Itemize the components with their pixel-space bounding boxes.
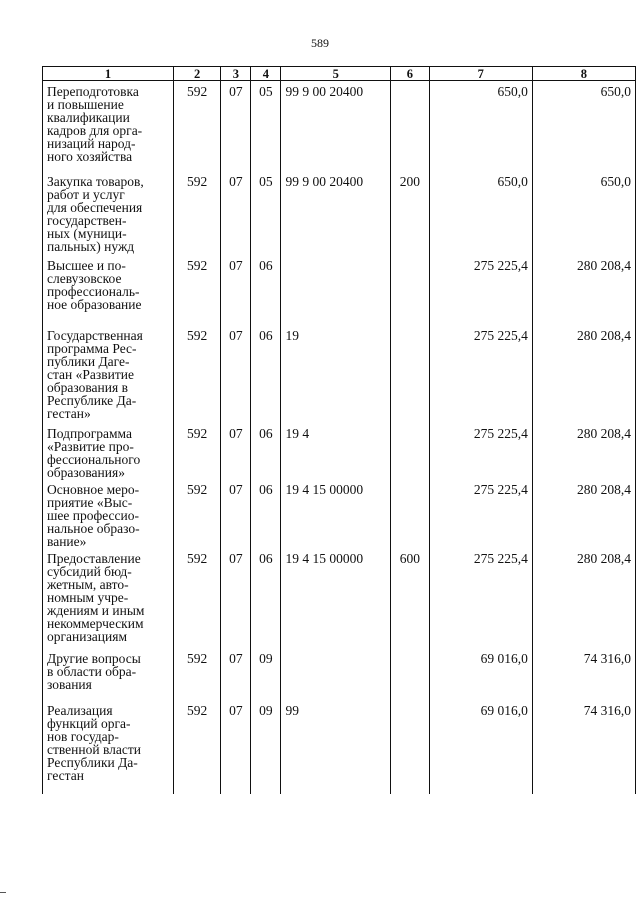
amount-year-1: 275 225,4 bbox=[429, 325, 532, 423]
amount-year-2: 280 208,4 bbox=[532, 423, 635, 479]
target-article-code bbox=[281, 648, 391, 700]
ministry-code: 592 bbox=[174, 548, 221, 648]
row-name: Основное меро- приятие «Выс- шее профессио- нальное образо- вание» bbox=[43, 479, 174, 548]
target-article-code: 99 9 00 20400 bbox=[281, 171, 391, 255]
amount-year-1: 69 016,0 bbox=[429, 648, 532, 700]
section-code: 07 bbox=[221, 171, 251, 255]
table-row bbox=[43, 255, 636, 325]
target-article-code: 19 4 15 00000 bbox=[281, 479, 391, 548]
scan-edge-mark bbox=[0, 892, 6, 893]
section-code: 07 bbox=[221, 648, 251, 700]
expense-type-code: 600 bbox=[391, 548, 430, 648]
ministry-code: 592 bbox=[174, 700, 221, 794]
amount-year-2: 280 208,4 bbox=[532, 325, 635, 423]
subsection-code: 06 bbox=[251, 255, 281, 325]
column-header: 8 bbox=[532, 67, 635, 81]
row-name: Переподготовка и повышение квалификации кадров для орга- низаций народ- ного хозяйства bbox=[43, 81, 174, 172]
section-code: 07 bbox=[221, 81, 251, 172]
table-row bbox=[43, 423, 636, 479]
amount-year-2: 280 208,4 bbox=[532, 479, 635, 548]
amount-year-2: 280 208,4 bbox=[532, 255, 635, 325]
section-code: 07 bbox=[221, 423, 251, 479]
column-header: 2 bbox=[174, 67, 221, 81]
amount-year-2: 74 316,0 bbox=[532, 648, 635, 700]
table-row bbox=[43, 548, 636, 648]
section-code: 07 bbox=[221, 700, 251, 794]
amount-year-1: 275 225,4 bbox=[429, 479, 532, 548]
amount-year-1: 275 225,4 bbox=[429, 423, 532, 479]
table-header-row bbox=[43, 67, 636, 81]
section-code: 07 bbox=[221, 548, 251, 648]
column-header: 5 bbox=[281, 67, 391, 81]
table-row bbox=[43, 700, 636, 794]
target-article-code: 99 bbox=[281, 700, 391, 794]
column-header: 6 bbox=[391, 67, 430, 81]
subsection-code: 06 bbox=[251, 423, 281, 479]
target-article-code bbox=[281, 255, 391, 325]
table-row bbox=[43, 171, 636, 255]
subsection-code: 06 bbox=[251, 325, 281, 423]
expense-type-code bbox=[391, 325, 430, 423]
row-name: Высшее и по- слевузовское профессиональ- ное образование bbox=[43, 255, 174, 325]
subsection-code: 06 bbox=[251, 479, 281, 548]
table-row bbox=[43, 325, 636, 423]
amount-year-1: 275 225,4 bbox=[429, 548, 532, 648]
expense-type-code bbox=[391, 479, 430, 548]
table-row bbox=[43, 648, 636, 700]
column-header: 3 bbox=[221, 67, 251, 81]
section-code: 07 bbox=[221, 479, 251, 548]
column-header: 1 bbox=[43, 67, 174, 81]
ministry-code: 592 bbox=[174, 171, 221, 255]
ministry-code: 592 bbox=[174, 255, 221, 325]
target-article-code: 99 9 00 20400 bbox=[281, 81, 391, 172]
ministry-code: 592 bbox=[174, 648, 221, 700]
row-name: Предоставление субсидий бюд- жетным, авто- номным учре- ждениям и иным некоммерческим организациям bbox=[43, 548, 174, 648]
expense-type-code bbox=[391, 81, 430, 172]
subsection-code: 09 bbox=[251, 700, 281, 794]
row-name: Реализация функций орга- нов государ- ственной власти Республики Да- гестан bbox=[43, 700, 174, 794]
amount-year-1: 275 225,4 bbox=[429, 255, 532, 325]
section-code: 07 bbox=[221, 325, 251, 423]
table-row bbox=[43, 81, 636, 172]
amount-year-1: 650,0 bbox=[429, 81, 532, 172]
amount-year-2: 650,0 bbox=[532, 171, 635, 255]
row-name: Подпрограмма «Развитие про- фессионального образования» bbox=[43, 423, 174, 479]
subsection-code: 05 bbox=[251, 171, 281, 255]
subsection-code: 05 bbox=[251, 81, 281, 172]
amount-year-1: 650,0 bbox=[429, 171, 532, 255]
ministry-code: 592 bbox=[174, 423, 221, 479]
row-name: Государственная программа Рес- публики Даге- стан «Развитие образования в Республике Да- гестан» bbox=[43, 325, 174, 423]
expense-type-code: 200 bbox=[391, 171, 430, 255]
section-code: 07 bbox=[221, 255, 251, 325]
ministry-code: 592 bbox=[174, 81, 221, 172]
ministry-code: 592 bbox=[174, 479, 221, 548]
column-header: 4 bbox=[251, 67, 281, 81]
expense-type-code bbox=[391, 700, 430, 794]
ministry-code: 592 bbox=[174, 325, 221, 423]
table-row bbox=[43, 479, 636, 548]
expense-type-code bbox=[391, 648, 430, 700]
budget-table bbox=[42, 66, 636, 794]
row-name: Закупка товаров, работ и услуг для обеспечения государствен- ных (муници- пальных) нужд bbox=[43, 171, 174, 255]
expense-type-code bbox=[391, 423, 430, 479]
column-header: 7 bbox=[429, 67, 532, 81]
subsection-code: 09 bbox=[251, 648, 281, 700]
amount-year-2: 280 208,4 bbox=[532, 548, 635, 648]
amount-year-1: 69 016,0 bbox=[429, 700, 532, 794]
subsection-code: 06 bbox=[251, 548, 281, 648]
page-number: 589 bbox=[311, 36, 329, 50]
target-article-code: 19 4 15 00000 bbox=[281, 548, 391, 648]
row-name: Другие вопросы в области обра- зования bbox=[43, 648, 174, 700]
target-article-code: 19 4 bbox=[281, 423, 391, 479]
amount-year-2: 650,0 bbox=[532, 81, 635, 172]
expense-type-code bbox=[391, 255, 430, 325]
target-article-code: 19 bbox=[281, 325, 391, 423]
amount-year-2: 74 316,0 bbox=[532, 700, 635, 794]
